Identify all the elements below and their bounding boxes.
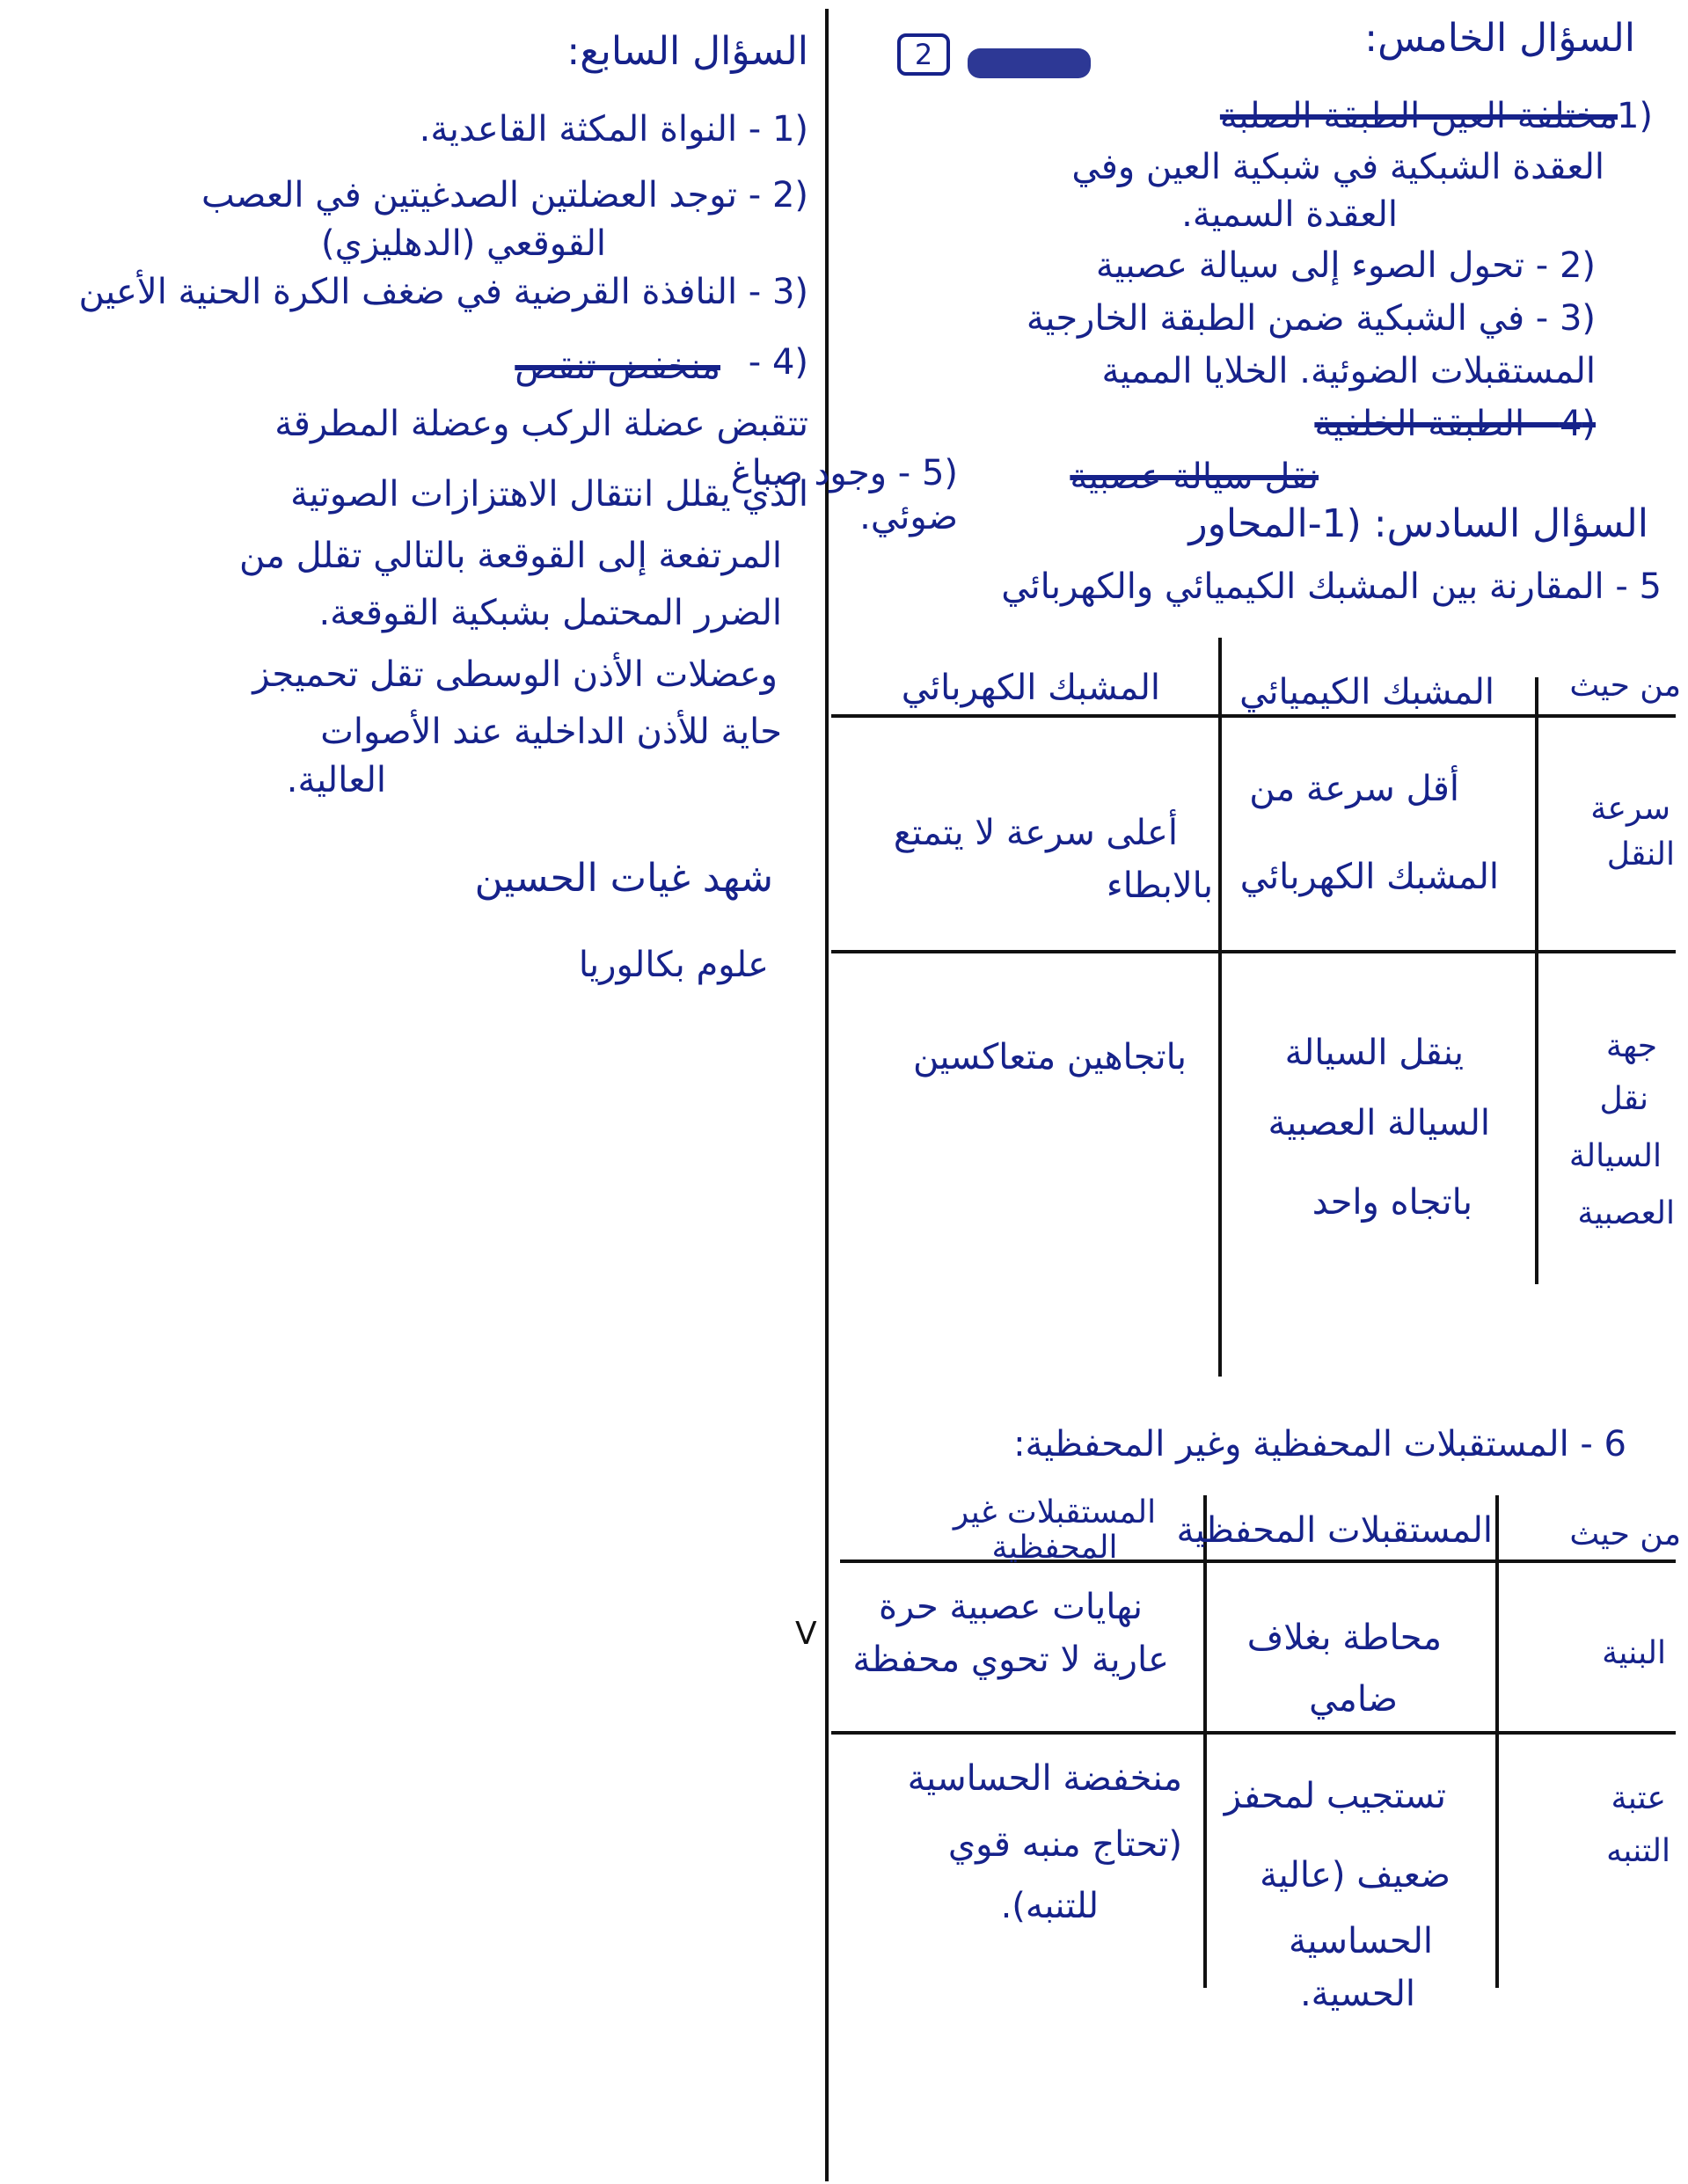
table2-r1-enc-a: محاطة بغلاف xyxy=(1246,1618,1442,1658)
table2-r1-aspect: البنية xyxy=(1602,1635,1666,1671)
table2-r2-aspect-b: التنبه xyxy=(1606,1833,1670,1869)
table1-r2-aspect-c: السيالة xyxy=(1568,1138,1662,1174)
table2-r2-nonenc-b: (تحتاج منبه قوي xyxy=(947,1824,1182,1865)
table1-r1-chemical-a: أقل سرعة من xyxy=(1249,769,1459,809)
q6-item5-title: 5 - المقارنة بين المشبك الكيميائي والكهربائي xyxy=(1001,566,1662,607)
margin-mark: V xyxy=(795,1616,817,1652)
q7-item4-struck: منخفض تنقص xyxy=(515,347,720,387)
table1-r1-electrical-b: بالابطاء xyxy=(1106,866,1213,906)
q7-para-line-6: حاية للأذن الداخلية عند الأصوات xyxy=(320,712,782,752)
q7-heading: السؤال السابع: xyxy=(566,29,808,74)
table1-header-electrical: المشبك الكهربائي xyxy=(901,668,1160,708)
table1-r2-electrical-a: باتجاهين متعاكسين xyxy=(912,1037,1187,1077)
q7-item1: (1 - النواة المكثة القاعدية. xyxy=(419,109,808,150)
table1-header-aspect: من حيث xyxy=(1569,668,1681,704)
table1-r2-chemical-c: باتجاه واحد xyxy=(1312,1182,1472,1223)
q6-heading: السؤال السادس: (1-المحاور xyxy=(1188,501,1648,546)
q5-item5: (5 - وجود صباغ xyxy=(730,453,958,493)
table2-header-non-encapsulated: المستقبلات غير المحفظية xyxy=(953,1494,1157,1566)
table1-r2-aspect-b: نقل xyxy=(1599,1081,1648,1117)
q5-item5b: ضوئي. xyxy=(859,497,958,537)
table2-r2-aspect-a: عتبة xyxy=(1611,1780,1666,1816)
q5-item1-number: (1 xyxy=(1616,96,1653,136)
q5-item1-line1: العقدة الشبكية في شبكية العين وفي xyxy=(1071,147,1604,187)
table1-row-line xyxy=(831,950,1676,953)
q7-para-line-1: تتقبض عضلة الركب وعضلة المطرقة xyxy=(274,404,808,444)
table2-r2-nonenc-a: منخفضة الحساسية xyxy=(907,1758,1182,1799)
table2-header-aspect: من حيث xyxy=(1569,1516,1681,1552)
q7-para-line-2: الذي يقلل انتقال الاهتزازات الصوتية xyxy=(290,474,808,515)
table1-r2-chemical-a: ينقل السيالة xyxy=(1284,1033,1464,1073)
q7-item4-number: (4 - xyxy=(748,342,808,383)
table1-r1-aspect-b: النقل xyxy=(1606,836,1675,873)
signature-name: شهد غيات الحسين xyxy=(474,856,773,901)
table2-r2-enc-d: الحسية. xyxy=(1299,1974,1415,2014)
table1-r2-aspect-d: العصبية xyxy=(1577,1195,1675,1231)
table2-col-line-1 xyxy=(1495,1495,1499,1988)
table2-r1-nonenc-b: عارية لا تحوي محفظة xyxy=(852,1640,1169,1680)
q6-item6-title: 6 - المستقبلات المحفظية وغير المحفظية: xyxy=(1013,1424,1626,1465)
q5-item3-line1: (3 - في الشبكية ضمن الطبقة الخارجية xyxy=(1026,298,1596,339)
q5-item1-line2: العقدة السمية. xyxy=(1181,194,1398,235)
table1-col-line-2 xyxy=(1218,638,1222,1377)
table1-header-chemical: المشبك الكيميائي xyxy=(1239,672,1494,712)
table2-r2-enc-a: تستجيب لمحفز xyxy=(1224,1776,1446,1816)
q7-item2-line2: القوقعي (الدهليزي) xyxy=(321,223,606,264)
table2-row-line xyxy=(831,1731,1676,1735)
q5-heading: السؤال الخامس: xyxy=(1364,16,1635,61)
q7-para-line-4: الضرر المحتمل بشبكية القوقعة. xyxy=(318,593,782,633)
signature-class: علوم بكالوريا xyxy=(578,945,769,985)
q5-item4: (4 - الطبقة الخلفية xyxy=(1314,404,1596,444)
q7-para-line-3: المرتفعة إلى القوقعة بالتالي تقلل من xyxy=(239,536,782,576)
page-number-box: 2 xyxy=(897,33,950,76)
q7-para-line-5: وعضلات الأذن الوسطى تقل تحميجز xyxy=(252,654,778,695)
table2-r2-nonenc-c: للتنبه). xyxy=(1000,1886,1099,1926)
table2-r1-enc-b: ضامي xyxy=(1309,1679,1398,1720)
q7-item3: (3 - النافذة القرضية في ضغف الكرة الحنية الأعين xyxy=(78,272,808,312)
table2-r2-enc-b: ضعيف (عالية xyxy=(1260,1855,1451,1895)
crossed-out-scribble xyxy=(968,48,1091,78)
table1-col-line-1 xyxy=(1535,677,1538,1284)
table1-header-line xyxy=(831,714,1676,718)
q7-item2-line1: (2 - توجد العضلتين الصدغيتين في العصب xyxy=(201,175,808,215)
column-divider xyxy=(825,9,829,2181)
table1-r1-aspect-a: سرعة xyxy=(1590,791,1670,827)
table1-r1-electrical-a: أعلى سرعة لا يتمتع xyxy=(893,813,1178,853)
q5-item1-struck: مختلفة العين الطبقة الصلبة xyxy=(1219,96,1618,136)
table2-r2-enc-c: الحساسية xyxy=(1288,1921,1433,1961)
table2-header-encapsulated: المستقبلات المحفظية xyxy=(1176,1510,1493,1551)
table1-r2-chemical-b: السيالة العصبية xyxy=(1268,1103,1490,1143)
q5-item2: (2 - تحول الصوء إلى سيالة عصبية xyxy=(1095,245,1596,286)
q7-para-line-7: العالية. xyxy=(286,760,386,800)
table1-r1-chemical-b: المشبك الكهربائي xyxy=(1239,857,1499,897)
table2-col-line-2 xyxy=(1203,1495,1207,1988)
q5-item3-line2: المستقبلات الضوئية. الخلايا الممية xyxy=(1101,351,1596,391)
table1-r2-aspect-a: جهة xyxy=(1605,1028,1657,1064)
q5-item5-struck: نقل سيالة عصبية xyxy=(1070,457,1319,497)
table2-r1-nonenc-a: نهايات عصبية حرة xyxy=(878,1587,1143,1627)
